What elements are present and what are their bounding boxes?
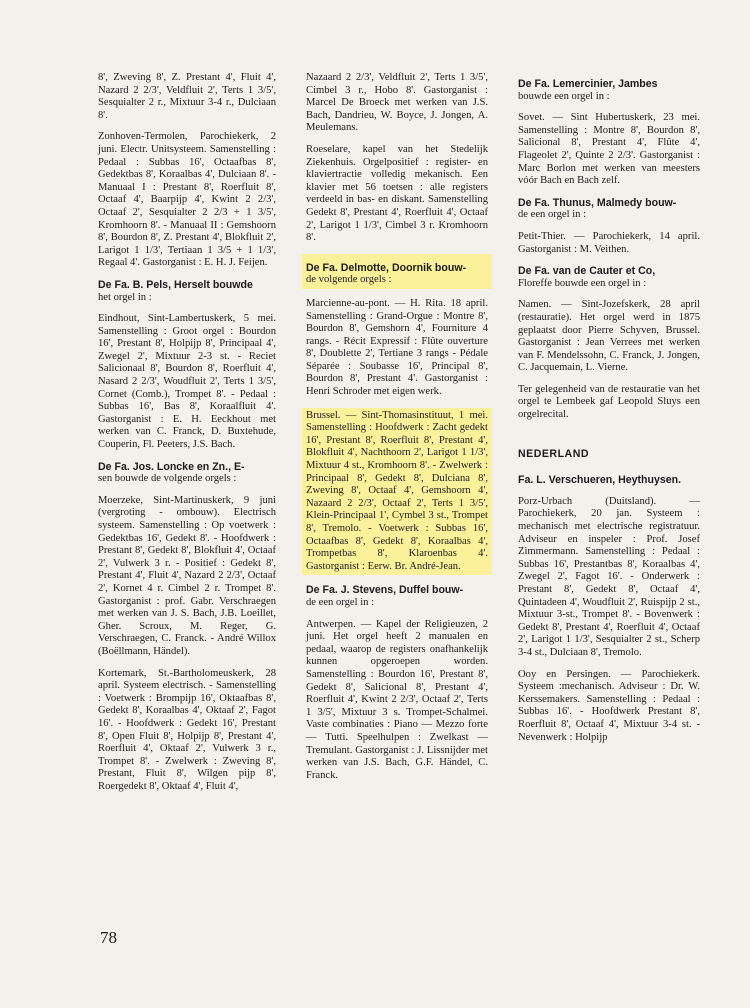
firm-entry [98, 461, 276, 486]
organ-entry [518, 669, 700, 745]
builder-heading: De Fa. B. Pels, Herselt bouwde [98, 278, 253, 291]
firm-entry [518, 78, 700, 103]
organ-entry [306, 144, 488, 245]
builder-heading: De Fa. van de Cauter et Co, [518, 265, 656, 278]
entry-text: Petit-Thier. — Parochiekerk, 14 april. Gastorganist : M. Veithen. [518, 230, 700, 255]
builder-heading: De Fa. Delmotte, Doornik bouw- [306, 261, 467, 274]
organ-entry [98, 313, 276, 452]
firm-entry [518, 474, 700, 487]
firm-entry [518, 197, 700, 222]
builder-heading: De Fa. J. Stevens, Duffel bouw- [306, 584, 464, 597]
builder-heading: De Fa. Jos. Loncke en Zn., E- [98, 460, 245, 473]
organ-entry [98, 668, 276, 794]
entry-text: Antwerpen. — Kapel der Religieuzen, 2 juni. Het orgel heeft 2 manualen en pedaal, waarop de registers onafhankelijk kunnen opgeroepen worden. Samenstelling : Bourdon 16', Prestant 8', Gedekt 8', Salicional 8', Prestant 4', Roerfluit 4', Kwint 2 2/3', Octaaf 2', Terts 1 3/5', Mixtuur 3 s. Trompet-Schalmei. Vaste combinaties : Piano — Mezzo forte — Tutti. Speelhulpen : Zwelkast — Tremulant. Gastorganist : J. Lissnijder met werken van J.S. Bach, G.F. Händel, C. Franck. [306, 618, 488, 781]
firm-entry [306, 584, 488, 609]
entry-text: Brussel. — Sint-Thomasinstituut, 1 mei. Samenstelling : Hoofdwerk : Zacht gedekt 16', Prestant 8', Roerfluit 8', Prestant 4', Blokfluit 4', Nachthoorn 2', Larigot 1 1/3', Mixtuur 4 st., Kromhoorn 8'. - Zwelwerk : Principaal 8', Gedekt 8', Dulciana 8', Zweving 8', Octaaf 4', Gemshoorn 4', Nazaard 2 2/3', Octaaf 2', Terts 1 3/5', Klein-Principaal 1', Cymbel 3 st., Trompet 8', Tremolo. - Voetwerk : Subbas 16', Octaafbas 8', Gedekt 8', Koraalbas 4', Trompetbas 8', Klaroenbas 4'. Gastorganist : Eerw. Br. André-Jean. [306, 409, 488, 572]
entry-text: sen bouwde de volgende orgels : [98, 473, 237, 485]
entry-text: bouwde een orgel in : [518, 90, 610, 102]
organ-entry [518, 112, 700, 188]
column-middle [306, 72, 488, 791]
entry-text: Ooy en Persingen. — Parochiekerk. Systeem :mechanisch. Adviseur : Dr. W. Kerssemakers. Samenstelling : Pedaal : Subbas 16'. - Hoofdwerk Prestant 8', Roerfluit 8', Octaaf 4', Mixtuur 3-4 st. - Nevenwerk : Holpijp [518, 668, 700, 743]
entry-text: Moerzeke, Sint-Martinuskerk, 9 juni (vergroting - ombouw). Electrisch systeem. Samenstelling : Op voetwerk : Gedektbas 16', Gedekt 8'. - Hoofdwerk : Prestant 8', Gedekt 8', Blokfluit 4', Octaaf 2', Vulwerk 3 r. - Positief : Gedekt 8', Prestant 4', Fluit 4', Nazard 2 2/3', Octaaf 2', Kornet 4 r. Cimbel 2 r. Trompet 8'. Gastorganist : prof. Gabr. Verschraegen met werken van J. S. Bach, J.B. Loeillet, Gher. Scroux, M. Reger, G. Verschraegen, C. Franck. - André Willox (Boëllmann, Händel). [98, 494, 276, 657]
organ-entry [518, 299, 700, 375]
organ-entry [518, 231, 700, 256]
builder-heading: Fa. L. Verschueren, Heythuysen. [518, 474, 682, 487]
entry-text: Floreffe bouwde een orgel in : [518, 277, 647, 289]
organ-entry [302, 408, 492, 576]
organ-entry [518, 496, 700, 660]
entry-text: de een orgel in : [306, 596, 375, 608]
firm-entry [302, 254, 492, 289]
entry-text: Sovet. — Sint Hubertuskerk, 23 mei. Samenstelling : Montre 8', Bourdon 8', Salicional 8', Prestant 4', Flûte 4', Flageolet 2', Quinte 2 2/3'. Gastorganist : Marc Borlon met werken van meesters vóór Bach en Bach zelf. [518, 112, 700, 187]
organ-entry [98, 72, 276, 122]
page-number: 78 [100, 928, 117, 947]
entry-text: Eindhout, Sint-Lambertuskerk, 5 mei. Samenstelling : Groot orgel : Bourdon 16', Prestant 8', Holpijp 8', Principaal 4', Zwegel 2', Mixtuur 2-3 st. - Reciet Salicionaal 8', Bourdon 8', Roerfluit 4', Nasard 2 2/3', Woudfluit 2', Terts 1 3/5', Cornet (Comb.), Trompet 8'. - Pedaal : Subbas 16', Bas 8', Koraalfluit 4'. Gastorganist : E. H. Eeckhout met werken van C. Franck, D. Buxtehude, Couperin, Fl. Peeters, J.S. Bach. [98, 313, 276, 451]
entry-text: Nazaard 2 2/3', Veldfluit 2', Terts 1 3/5', Cimbel 3 r., Hobo 8'. Gastorganist : Marcel De Broeck met werken van J.S. Bach, Dandrieu, W. Boyce, J. Jongen, A. Meulemans. [306, 72, 488, 134]
entry-text: Porz-Urbach (Duitsland). — Parochiekerk, 20 jan. Systeem : mechanisch met electrische registratuur. Adviseur en inspeler : Prof. Josef Zimmermann. Samenstelling : Pedaal : Subbas 16', Prestantbas 8', Koraalbas 4', Zwegel 2', Fagot 16'. - Onderwerk : Prestant 8', Gedekt 8', Octaaf 4', Quintadeen 4', Woudfluit 2', Ruispijp 2 st., Mixtuur 3-st., Trompet 8'. - Bovenwerk : Gedekt 8', Prestant 4', Roerfluit 4', Octaaf 2', Larigot 1 1/3', Sesquialter 2 st., Scherp 3-4 st., Dulciaan 8', Tremolo. [518, 495, 700, 658]
builder-heading: De Fa. Lemercinier, Jambes [518, 78, 658, 90]
firm-entry [98, 279, 276, 304]
entry-text: Zonhoven-Termolen, Parochiekerk, 2 juni. Electr. Unitsysteem. Samenstelling : Pedaal : Subbas 16', Octaafbas 8', Gedektbas 8', Koraalbas 4', Dulciaan 8'. - Manuaal I : Prestant 8', Roerfluit 8', Octaaf 4', Baarpijp 4', Kwint 2 2/3', Octaaf 2', Sesquialter 2 2/3 + 1 3/5', Kromhoorn 8'. - Manuaal II : Gemshoorn 8', Bourdon 8', Z. Prestant 4', Blokfluit 2', Larigot 1 1/3', Tertiaan 1 3/5 + 1 1/3', Regaal 4'. Gastorganist : E. H. J. Feijen. [98, 131, 276, 269]
column-left [98, 72, 276, 802]
section-heading [518, 448, 700, 461]
entry-text: 8', Zweving 8', Z. Prestant 4', Fluit 4', Nazard 2 2/3', Veldfluit 2', Terts 1 3/5', Sesquialter 2 r., Mixtuur 3-4 r., Dulciaan 8'. [98, 72, 276, 121]
builder-heading: De Fa. Thunus, Malmedy bouw- [518, 196, 677, 209]
organ-entry [98, 131, 276, 270]
entry-text: de een orgel in : [518, 209, 587, 221]
entry-text: het orgel in : [98, 291, 152, 303]
organ-entry [306, 298, 488, 399]
firm-entry [518, 265, 700, 290]
entry-text: Namen. — Sint-Jozefskerk, 28 april (restauratie). Het orgel werd in 1875 geplaatst door Pierre Schyven, Brussel. Gastorganist : Jean Verrees met werken van F. Mendelssohn, C. Franck, J. Jongen, C. Jacquemain, L. Vierne. [518, 299, 700, 374]
entry-text: Marcienne-au-pont. — H. Rita. 18 april. Samenstelling : Grand-Orgue : Montre 8', Bourdon 8', Gemshorn 4', Fourniture 4 rangs. - Récit Expressif : Flûte ouverture 8', Doublette 2', Tertiane 3 rangs - Pédale Séparée : Soubasse 16', Principal 8', Bourdon 8', Prestant 4'. Gastorganist : Henri Schroder met eigen werk. [306, 297, 488, 398]
organ-entry [306, 619, 488, 783]
organ-entry [518, 384, 700, 422]
entry-text: de volgende orgels : [306, 274, 392, 286]
entry-text: Roeselare, kapel van het Stedelijk Ziekenhuis. Orgelpositief : register- en klaviertractie volledig mekanisch. Een klavier met 56 toetsen : alle registers verdeeld in bas- en diskant. Samenstelling Gedekt 8', Prestant 4', Roerfluit 4', Octaaf 2', Larigot 1 1/3', Cimbel 3 r. Kromhoorn 8'. [306, 143, 488, 244]
organ-entry [306, 72, 488, 135]
column-right [518, 72, 700, 753]
entry-text: Ter gelegenheid van de restauratie van het orgel te Lembeek gaf Leopold Sluys een orgelrecital. [518, 383, 700, 421]
country-heading: NEDERLAND [518, 447, 590, 460]
organ-entry [98, 495, 276, 659]
entry-text: Kortemark, St.-Bartholomeuskerk, 28 april. Systeem electrisch. - Samenstelling : Voetwerk : Brompijp 16', Oktaafbas 8', Gedekt 8', Koraalbas 4', Oktaaf 2', Fagot 16'. - Hoofdwerk : Gedekt 16', Prestant 8', Open Fluit 8', Holpijp 8', Prestant 4', Roerfluit 4', Oktaaf 2', Vulwerk 3 r., Trompet 8'. - Zwelwerk : Zweving 8', Prestant, Fluit 8', Wilgen pijp 8', Roergedekt 8', Oktaaf 4', Fluit 4', [98, 667, 276, 792]
